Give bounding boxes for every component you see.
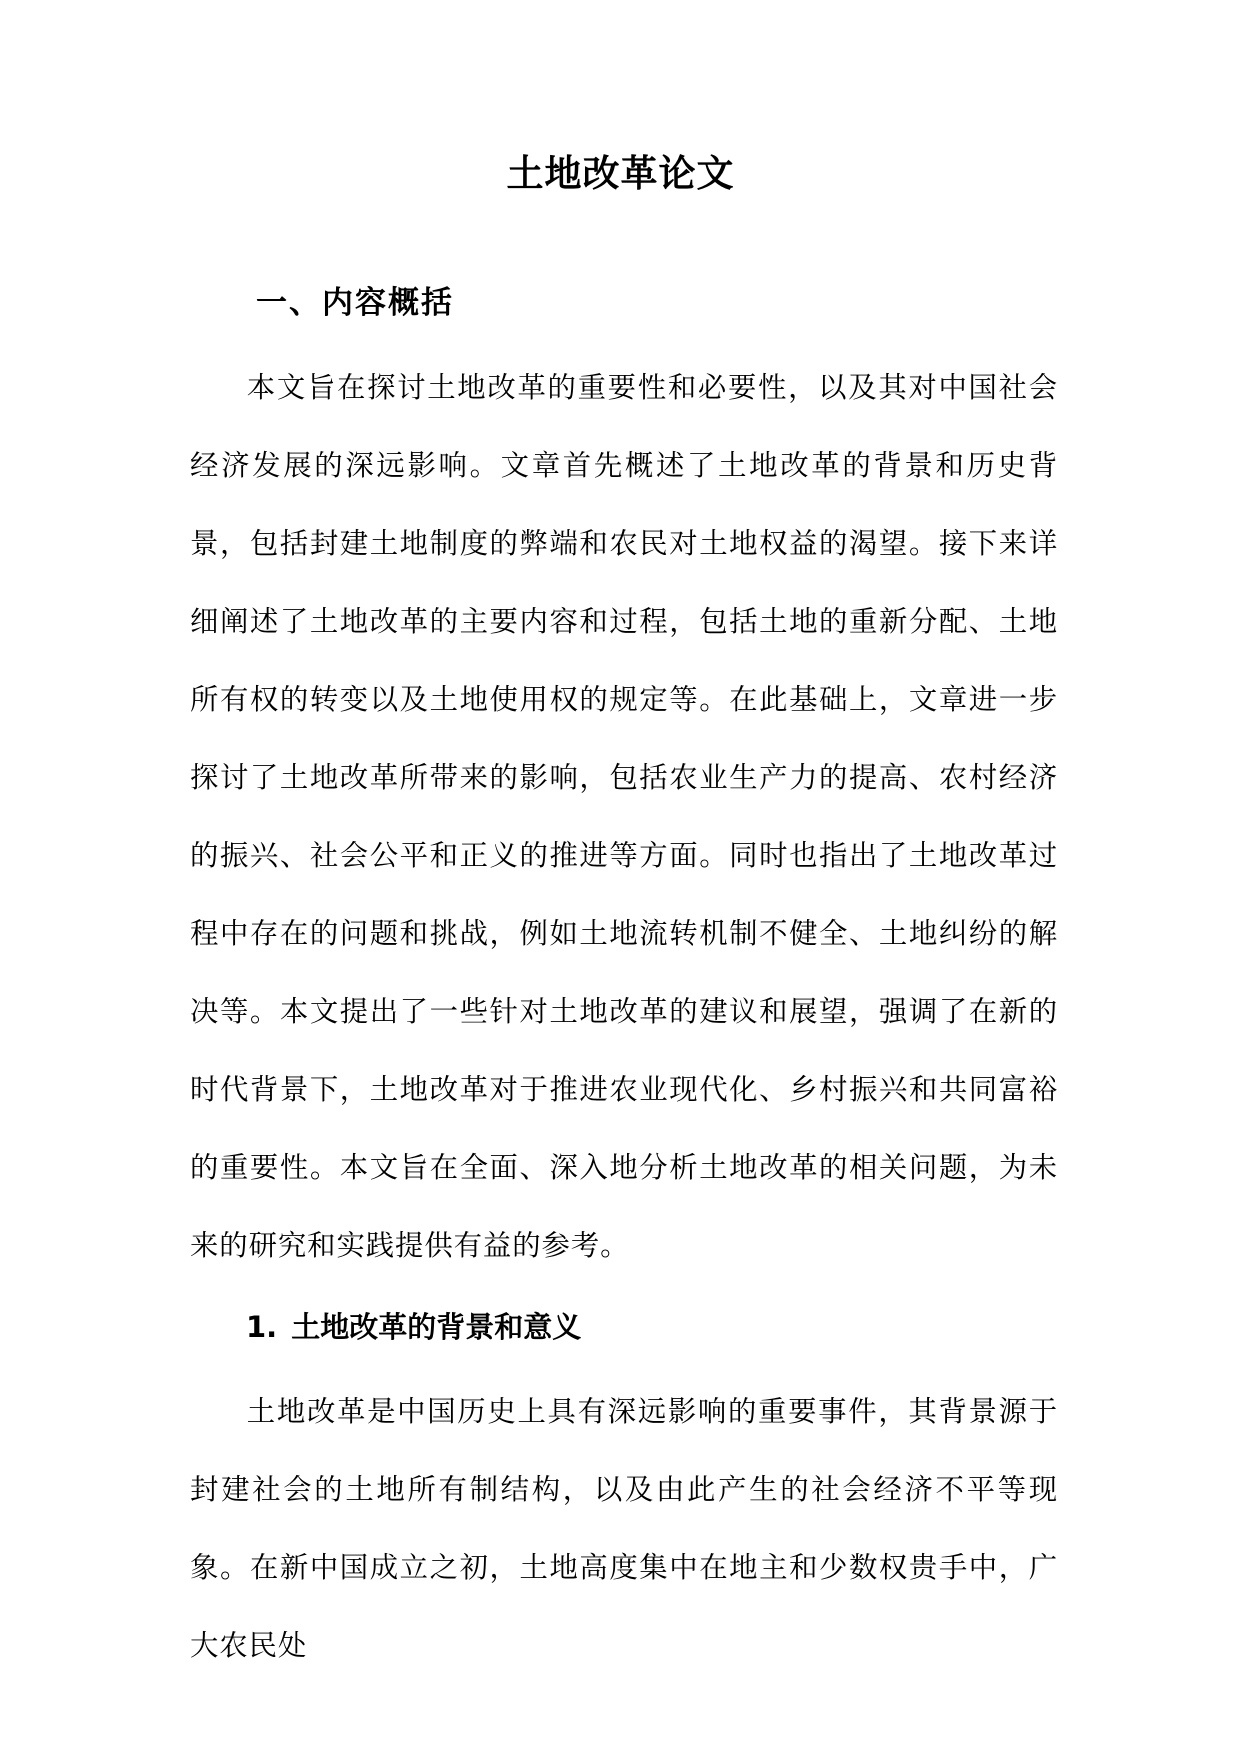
background-paragraph: 土地改革是中国历史上具有深远影响的重要事件，其背景源于封建社会的土地所有制结构，以及由此产生的社会经济不平等现象。在新中国成立之初，土地高度集中在地主和少数权贵手中，广大农民处 [190,1395,1058,1662]
subsection-title: 土地改革的背景和意义 [291,1310,582,1344]
subsection-number: 1. [246,1310,278,1344]
subsection-heading-background [246,1305,581,1349]
section-heading-summary: 一、内容概括 [256,285,454,321]
document-title: 土地改革论文 [506,151,735,195]
summary-paragraph: 本文旨在探讨土地改革的重要性和必要性，以及其对中国社会经济发展的深远影响。文章首先概述了土地改革的背景和历史背景，包括封建土地制度的弊端和农民对土地权益的渴望。接下来详细阐述了土地改革的主要内容和过程，包括土地的重新分配、土地所有权的转变以及土地使用权的规定等。在此基础上，文章进一步探讨了土地改革所带来的影响，包括农业生产力的提高、农村经济的振兴、社会公平和正义的推进等方面。同时也指出了土地改革过程中存在的问题和挑战，例如土地流转机制不健全、土地纠纷的解决等。本文提出了一些针对土地改革的建议和展望，强调了在新的时代背景下，土地改革对于推进农业现代化、乡村振兴和共同富裕的重要性。本文旨在全面、深入地分析土地改革的相关问题，为未来的研究和实践提供有益的参考。 [190,371,1058,1262]
